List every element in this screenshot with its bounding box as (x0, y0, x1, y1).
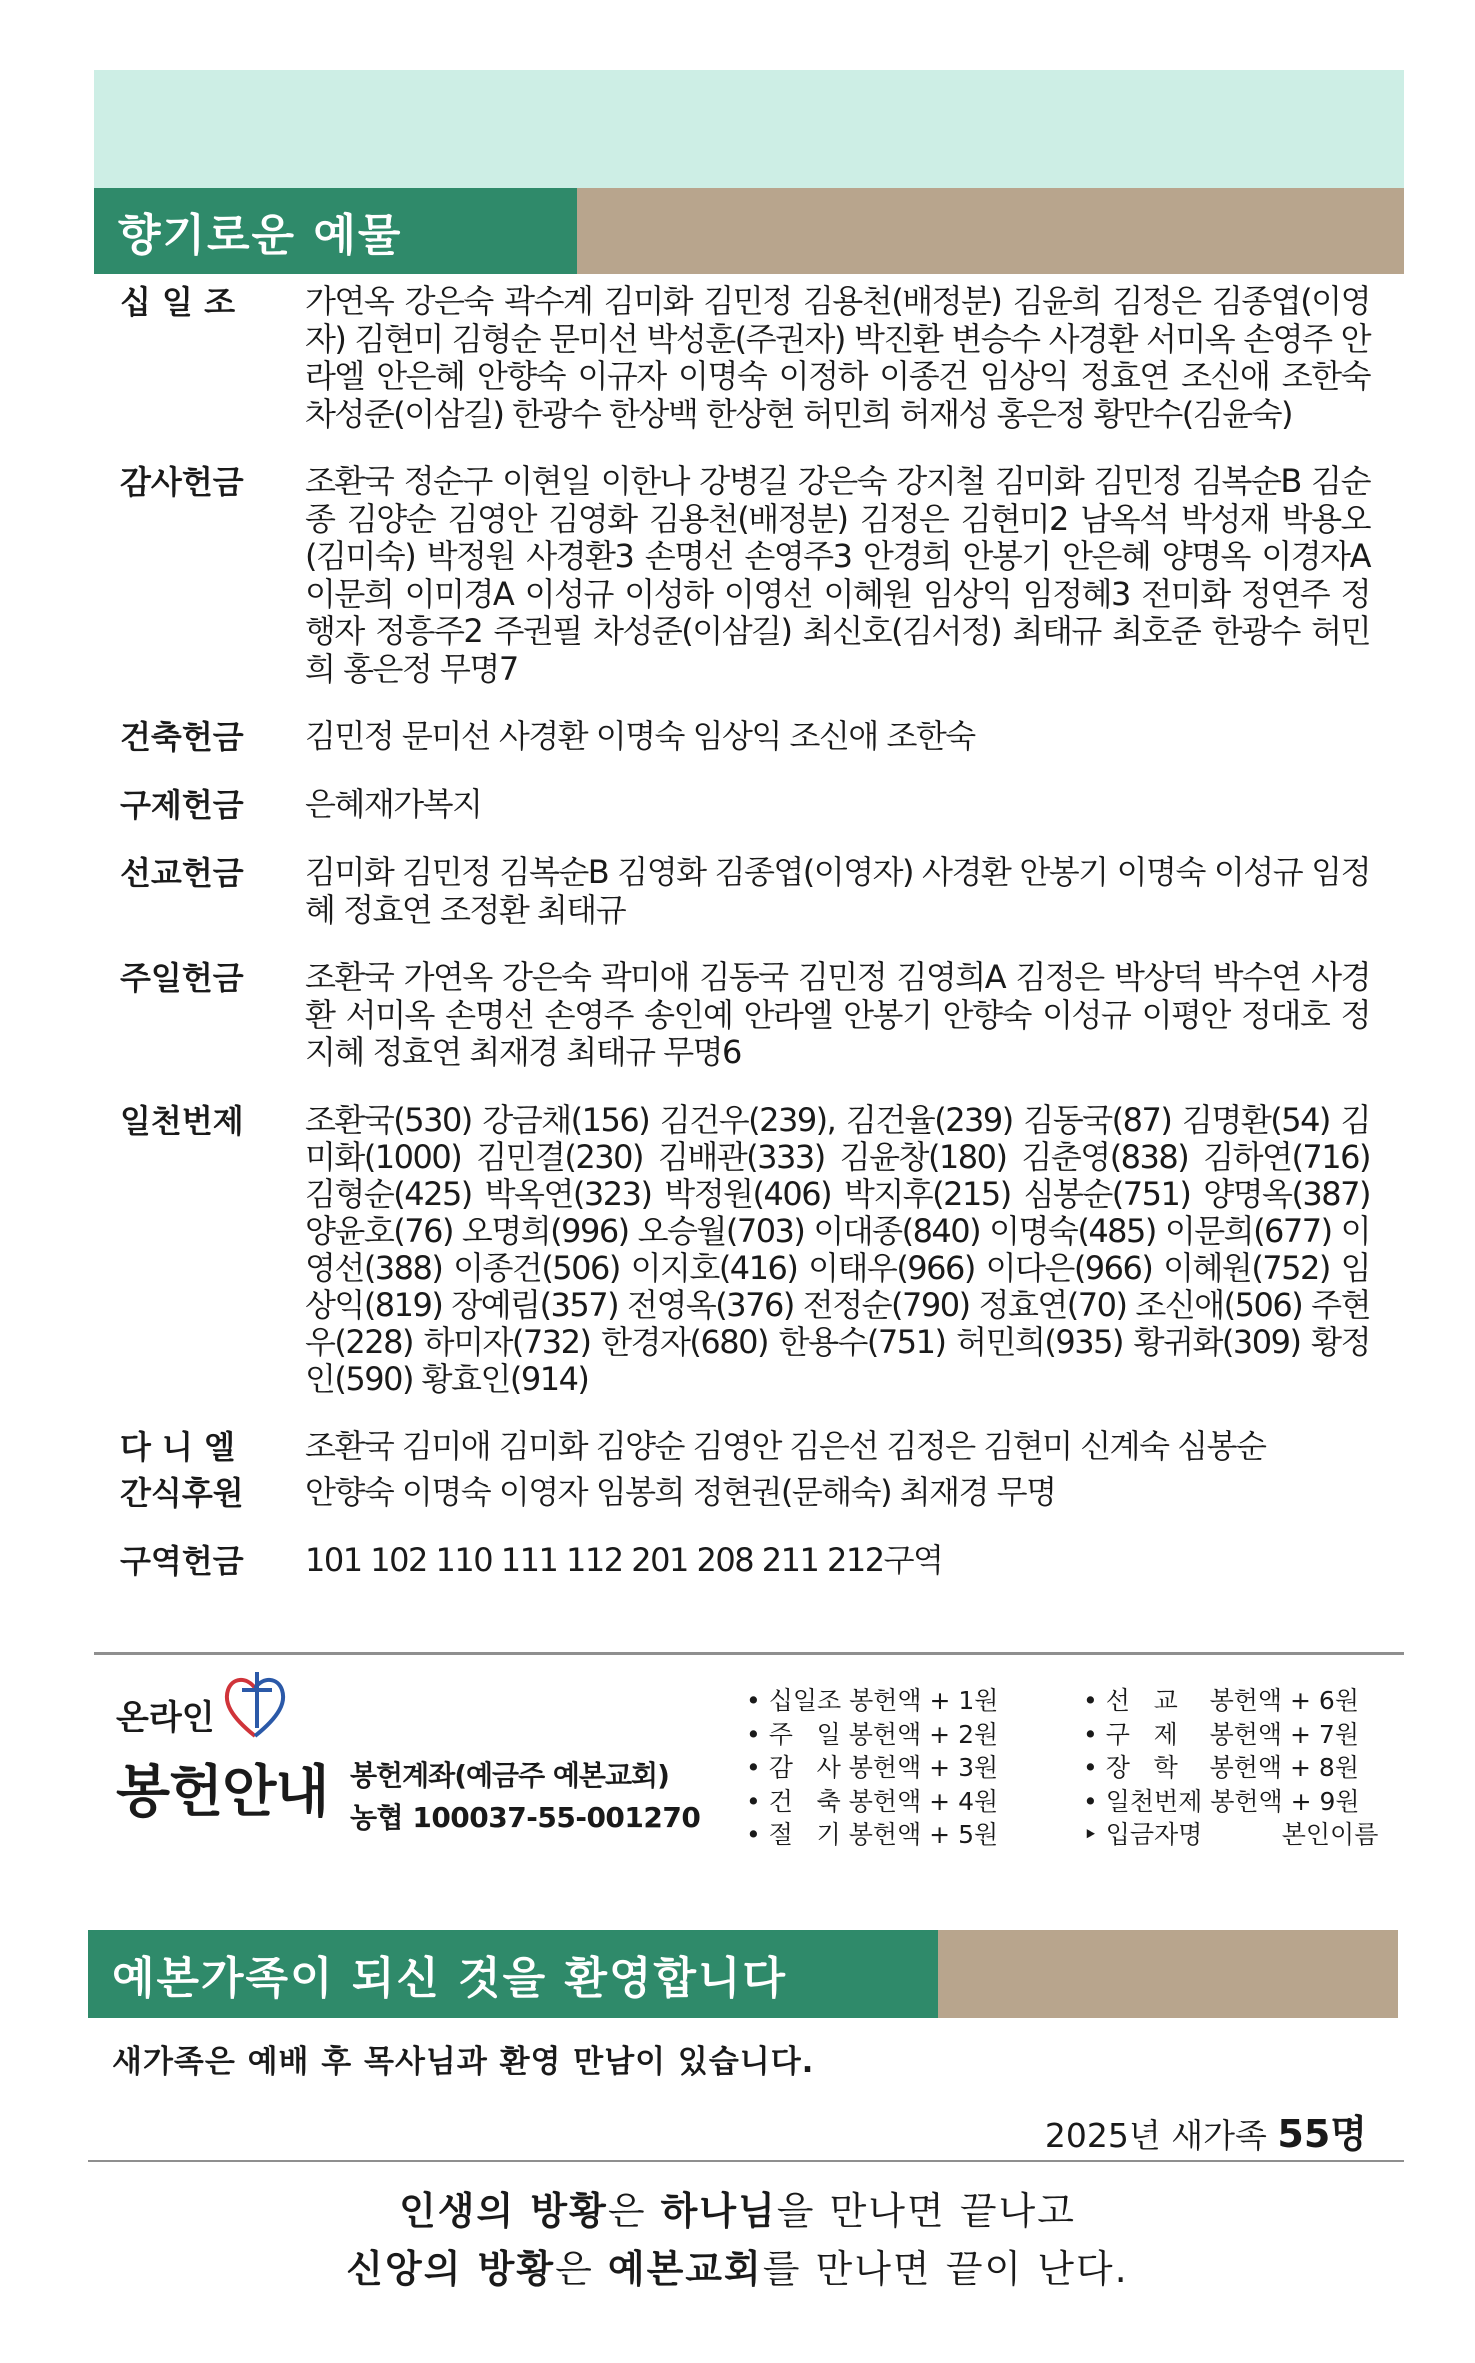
top-decor-band (94, 70, 1404, 188)
welcome-header (88, 1930, 1398, 2018)
code-item: • 십일조 봉헌액 + 1원 (746, 1686, 999, 1715)
offering-row (120, 718, 1370, 756)
offering-names: 101 102 110 111 112 201 208 211 212구역 (305, 1540, 943, 1579)
bank-account-number: 농협 100037-55-001270 (350, 1801, 701, 1834)
count-value: 55명 (1277, 2112, 1367, 2156)
offering-names: 조환국 김미애 김미화 김양순 김영안 김은선 김정은 김현미 신계숙 심봉순 (305, 1426, 1266, 1465)
offering-category: 감사헌금 (120, 463, 244, 501)
divider-line (88, 2160, 1404, 2162)
cross-heart-icon (220, 1668, 290, 1742)
offering-names: 안향숙 이명숙 이영자 임봉희 정현권(문해숙) 최재경 무명 (305, 1472, 1056, 1511)
slogan-text: 를 만나면 끝이 난다. (762, 2247, 1129, 2291)
code-item: • 건 축 봉헌액 + 4원 (746, 1786, 999, 1816)
offering-category: 구제헌금 (120, 786, 244, 824)
offering-names: 은혜재가복지 (305, 785, 482, 823)
offering-row (120, 283, 1370, 433)
new-family-count (1045, 2103, 1367, 2158)
welcome-title: 예본가족이 되신 것을 환영합니다 (88, 1930, 938, 2018)
offering-category: 선교헌금 (120, 854, 244, 892)
code-item: • 장 학 봉헌액 + 8원 (1083, 1753, 1359, 1782)
offering-row (120, 786, 1370, 824)
offering-names: 김미화 김민정 김복순B 김영화 김종엽(이영자) 사경환 안봉기 이명숙 이성규 임정혜 정효연 조정환 최태규 (305, 853, 1370, 929)
slogan-text: 을 만나면 끝나고 (776, 2189, 1076, 2233)
offering-names: 가연옥 강은숙 곽수계 김미화 김민정 김용천(배정분) 김윤희 김정은 김종엽(이영자) 김현미 김형순 문미선 박성훈(주권자) 박진환 변승수 사경환 서미옥 손영주 안라엘 안은혜 안향숙 이규자 이명숙 이정하 이종건 임상익 정효연 조신애 조한숙 차성준(이삼길) 한광수 한상백 한상현 허민희 허재성 홍은정 황만수(김윤숙) (305, 282, 1370, 433)
slogan-emphasis: 하나님 (660, 2189, 777, 2233)
code-item: • 주 일 봉헌액 + 2원 (746, 1719, 999, 1749)
offering-row (120, 463, 1370, 688)
code-item: • 절 기 봉헌액 + 5원 (746, 1820, 999, 1849)
online-offering-info (116, 1668, 1406, 1868)
offering-names: 조환국 정순구 이현일 이한나 강병길 강은숙 강지철 김미화 김민정 김복순B 김순종 김양순 김영안 김영화 김용천(배정분) 김정은 김현미2 남옥석 박성재 박용오(김미숙) 박정원 사경환3 손명선 손영주3 안경희 안봉기 안은혜 양명옥 이경자A 이문희 이미경A 이성규 이성하 이영선 이혜원 임상익 임정혜3 전미화 정연주 정행자 정흥주2 주권필 차성준(이삼길) 최신호(김서정) 최태규 최호준 한광수 허민희 홍은정 무명7 (305, 462, 1370, 688)
code-item: • 일천번제 봉헌액 + 9원 (1083, 1786, 1360, 1816)
divider-line (94, 1652, 1404, 1655)
offering-names: 조환국(530) 강금채(156) 김건우(239), 김건율(239) 김동국(87) 김명환(54) 김미화(1000) 김민결(230) 김배관(333) 김윤창(180) 김춘영(838) 김하연(716) 김형순(425) 박옥연(323) 박정원(406) 박지후(215) 심봉순(751) 양명옥(387) 양윤호(76) 오명희(996) 오승월(703) 이대종(840) 이명숙(485) 이문희(677) 이영선(388) 이종건(506) 이지호(416) 이태우(966) 이다은(966) 이혜원(752) 임상익(819) 장예림(357) 전영옥(376) 전정순(790) 정효연(70) 조신애(506) 주현우(228) 하미자(732) 한경자(680) 한용수(751) 허민희(935) 황귀화(309) 황정인(590) 황효인(914) (305, 1100, 1370, 1398)
offerings-list (120, 283, 1370, 1610)
slogan-emphasis: 신앙의 방황 (346, 2247, 556, 2291)
code-item: ‣ 입금자명 본인이름 (1083, 1820, 1379, 1849)
bank-account-label: 봉헌계좌(예금주 예본교회) (350, 1759, 669, 1792)
offering-category: 십 일 조 (120, 283, 236, 321)
slogan-line-2 (0, 2238, 1475, 2293)
offering-category: 구역헌금 (120, 1541, 244, 1580)
offering-row (120, 1102, 1370, 1398)
offering-names: 김민정 문미선 사경환 이명숙 임상익 조신애 조한숙 (305, 717, 975, 755)
code-item: • 감 사 봉헌액 + 3원 (746, 1753, 999, 1782)
offering-category: 다 니 엘 (120, 1427, 236, 1466)
slogan-text: 은 (607, 2189, 661, 2233)
offering-category: 일천번제 (120, 1101, 244, 1140)
count-label: 2025년 새가족 (1044, 2116, 1267, 2155)
offering-codes-right (1083, 1684, 1378, 1852)
slogan-emphasis: 인생의 방황 (399, 2189, 608, 2233)
slogan-emphasis: 예본교회 (607, 2247, 763, 2291)
code-item: • 구 제 봉헌액 + 7원 (1083, 1719, 1359, 1749)
offering-names: 조환국 가연옥 강은숙 곽미애 김동국 김민정 김영희A 김정은 박상덕 박수연 사경환 서미옥 손명선 손영주 송인예 안라엘 안봉기 안향숙 이성규 이평안 정대호 정지혜 정효연 최재경 최태규 무명6 (305, 958, 1370, 1071)
offering-category: 건축헌금 (120, 718, 244, 756)
offering-category: 주일헌금 (120, 959, 244, 997)
welcome-subtitle: 새가족은 예배 후 목사님과 환영 만남이 있습니다. (112, 2044, 815, 2080)
online-title: 봉헌안내 (116, 1760, 329, 1825)
header-tan-bar (938, 1930, 1398, 2018)
slogan-text: 은 (555, 2247, 608, 2291)
online-label: 온라인 (116, 1698, 215, 1738)
offerings-title: 향기로운 예물 (94, 188, 577, 274)
offering-category: 간식후원 (120, 1473, 244, 1512)
offering-row (120, 1428, 1370, 1466)
offering-row (120, 959, 1370, 1072)
header-tan-bar (577, 188, 1404, 274)
offering-row (120, 854, 1370, 929)
offering-row (120, 1474, 1370, 1512)
code-item: • 선 교 봉헌액 + 6원 (1083, 1686, 1359, 1715)
slogan-line-1 (0, 2180, 1475, 2235)
offering-codes-left (746, 1684, 998, 1852)
offering-row (120, 1542, 1370, 1580)
offerings-header (94, 188, 1404, 274)
